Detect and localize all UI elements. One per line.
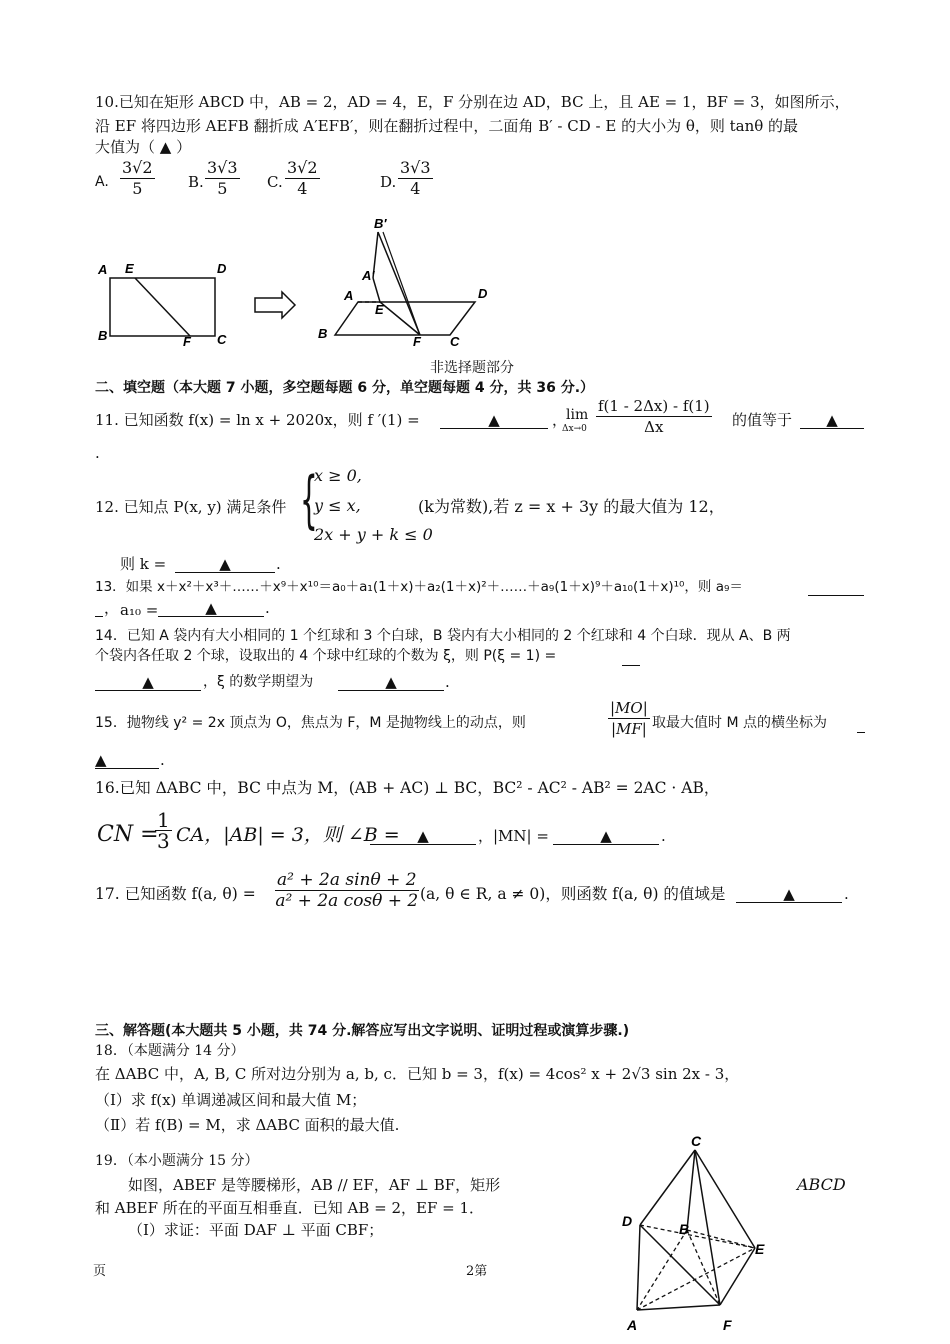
q14-blank1-start — [622, 649, 640, 666]
q19-head: 19．（本小题满分 15 分） — [95, 1153, 259, 1169]
q16-end: . — [661, 827, 666, 845]
q17-prefix: 17. 已知函数 f(a, θ) = — [95, 885, 256, 903]
q19-line1: 如图，ABEF 是等腰梯形，AB // EF，AF ⊥ BF，矩形 — [128, 1176, 501, 1194]
q15-end: . — [160, 751, 165, 769]
q16-fraction: $\frac{1}{3}$ — [157, 808, 170, 853]
q10-line1: 10.已知在矩形 ABCD 中，AB = 2，AD = 4，E，F 分别在边 AD，BC 上，且 AE = 1，BF = 3，如图所示， — [95, 93, 850, 111]
section2-heading: 二、填空题（本大题 7 小题，多空题每题 6 分，单空题每题 4 分，共 36 分.） — [95, 380, 595, 396]
q10-option-a-value: $\frac{3√2}{5}$ — [122, 158, 153, 198]
q15-suffix: 取最大值时 M 点的横坐标为 — [652, 715, 827, 731]
q11-lim-sub: Δx→0 — [562, 424, 587, 434]
q14-line2: 个袋内各任取 2 个球，设取出的 4 个球中红球的个数为 ξ，则 P(ξ = 1) = — [95, 648, 557, 664]
q14-blank1[interactable]: ▲ — [95, 674, 201, 691]
q15-blank[interactable]: ▲ — [95, 752, 159, 769]
q10-option-d-value: $\frac{3√3}{4}$ — [400, 158, 431, 198]
q16-blank1[interactable]: ▲ — [370, 828, 476, 845]
q12-suffix: (k为常数),若 z = x + 3y 的最大值为 12， — [418, 497, 725, 516]
q13-blank-a9[interactable] — [808, 579, 864, 596]
q16-mn: ，|MN| = — [478, 827, 549, 845]
footer-page: 2第 — [466, 1264, 488, 1279]
q16-cn: CN = — [97, 822, 159, 847]
label-d: D — [622, 1213, 633, 1229]
q19-figure — [615, 1130, 785, 1344]
label-e-right: E — [375, 302, 384, 317]
q10-option-b-value: $\frac{3√3}{5}$ — [207, 158, 238, 198]
q13-line1: 13．如果 x＋x²＋x³＋……＋x⁹＋x¹⁰＝a₀＋a₁(1＋x)＋a₂(1＋x)²＋……＋a₉(1＋x)⁹＋a₁₀(1＋x)¹⁰，则 a₉＝ — [95, 579, 743, 595]
label-d-right: D — [478, 286, 488, 301]
q10-line3: 大值为（ ▲ ） — [95, 138, 192, 156]
q14-mid: ，ξ 的数学期望为 — [203, 674, 314, 690]
q13-line2b: a₁₀ = — [120, 601, 159, 619]
q19-line1-right: ABCD — [797, 1175, 846, 1194]
q13-end: . — [265, 599, 270, 617]
q15-prefix: 15．抛物线 y² = 2x 顶点为 O，焦点为 F，M 是抛物线上的动点，则 — [95, 715, 526, 731]
q17-mid: (a, θ ∈ R, a ≠ 0)，则函数 f(a, θ) 的值域是 — [420, 885, 726, 903]
label-a1-right: A′ — [362, 268, 375, 283]
q13-line2a: ， — [104, 599, 120, 617]
q13-blank-a9-cont — [95, 600, 103, 617]
label-d-left: D — [217, 261, 227, 276]
q10-option-b-label: B. — [188, 173, 204, 191]
label-b: B — [679, 1221, 690, 1237]
part-heading-nonchoice: 非选择题部分 — [430, 360, 514, 376]
q17-fraction: $\frac{\text{a² + 2a sinθ + 2}}{\text{a² + 2a cosθ + 2}}$ — [275, 870, 419, 911]
q10-option-d-label: D. — [380, 173, 397, 191]
q15-blank-start — [857, 716, 865, 733]
q16-line1: 16.已知 ΔABC 中，BC 中点为 M，(AB + AC) ⊥ BC，BC² - AC² - AB² = 2AC · AB， — [95, 779, 720, 797]
label-b1-right: B′ — [374, 216, 387, 231]
q12-blank[interactable]: ▲ — [175, 556, 275, 573]
label-a-left: A — [98, 262, 108, 277]
q11-suffix: 的值等于 — [732, 411, 793, 429]
label-c: C — [691, 1133, 702, 1149]
q18-line1: 在 ΔABC 中，A, B, C 所对边分别为 a, b, c．已知 b = 3，f(x) = 4cos² x + 2√3 sin 2x - 3， — [95, 1065, 740, 1083]
q10-line2: 沿 EF 将四边形 AEFB 翻折成 A′EFB′，则在翻折过程中，二面角 B′ - CD - E 的大小为 θ，则 tanθ 的最 — [95, 117, 799, 135]
label-f: F — [723, 1317, 732, 1333]
q16-ca: CA，|AB| = 3，则 ∠B = — [176, 824, 400, 846]
label-c-right: C — [450, 334, 460, 349]
q14-blank2[interactable]: ▲ — [338, 674, 444, 691]
q19-line2: 和 ABEF 所在的平面互相垂直．已知 AB = 2，EF = 1． — [95, 1199, 485, 1217]
q11-fraction: $\frac{f(1 - 2\Delta x) - f(1)}{\Delta x}$ — [598, 397, 710, 436]
q18-line3: （Ⅱ）若 f(B) = M，求 ΔABC 面积的最大值. — [95, 1116, 400, 1134]
q10-option-c-label: C. — [267, 173, 283, 191]
q17-end: . — [844, 885, 849, 903]
label-c-left: C — [217, 332, 227, 347]
q10-option-c-value: $\frac{3√2}{4}$ — [287, 158, 318, 198]
label-a-right: A — [344, 288, 354, 303]
q10-option-a-label: A. — [95, 174, 109, 190]
q19-line3: （Ⅰ）求证：平面 DAF ⊥ 平面 CBF； — [128, 1221, 384, 1239]
q10-figure — [90, 210, 510, 355]
label-e-left: E — [125, 261, 134, 276]
q12-prefix: 12. 已知点 P(x, y) 满足条件 — [95, 498, 287, 516]
footer-left: 页 — [93, 1264, 107, 1279]
q12-line2: 则 k = — [120, 555, 167, 573]
q12-end: . — [276, 555, 281, 573]
q15-fraction: $\frac{|MO|}{|MF|}$ — [610, 699, 648, 738]
section3-heading: 三、解答题(本大题共 5 小题，共 74 分.解答应写出文字说明、证明过程或演算步骤.) — [95, 1023, 630, 1039]
q12-cond1: x ≥ 0, — [314, 466, 362, 485]
q18-line2: （Ⅰ）求 f(x) 单调递减区间和最大值 M； — [95, 1091, 367, 1109]
label-f-right: F — [413, 334, 421, 349]
label-f-left: F — [183, 334, 191, 349]
q11-dot: . — [95, 444, 100, 462]
q14-end: . — [445, 673, 450, 691]
label-b-right: B — [318, 326, 328, 341]
label-b-left: B — [98, 328, 108, 343]
arrow-icon — [255, 292, 295, 318]
label-a: A — [627, 1317, 638, 1333]
label-e: E — [755, 1241, 765, 1257]
q18-head: 18．（本题满分 14 分） — [95, 1043, 245, 1059]
q12-cond3: 2x + y + k ≤ 0 — [314, 525, 433, 544]
q11-blank2[interactable]: ▲ — [800, 412, 864, 429]
q11-lim: lim — [566, 407, 589, 423]
q14-line1: 14．已知 A 袋内有大小相同的 1 个红球和 3 个白球，B 袋内有大小相同的 2 个红球和 4 个白球．现从 A、B 两 — [95, 628, 791, 644]
q12-cond2: y ≤ x, — [314, 496, 361, 515]
q11-blank1[interactable]: ▲ — [440, 412, 548, 429]
q16-blank2[interactable]: ▲ — [553, 828, 659, 845]
q17-blank[interactable]: ▲ — [736, 886, 842, 903]
q11-prefix: 11. 已知函数 f(x) = ln x + 2020x，则 f ′(1) = — [95, 411, 420, 429]
q13-blank-a10[interactable]: ▲ — [158, 600, 264, 617]
